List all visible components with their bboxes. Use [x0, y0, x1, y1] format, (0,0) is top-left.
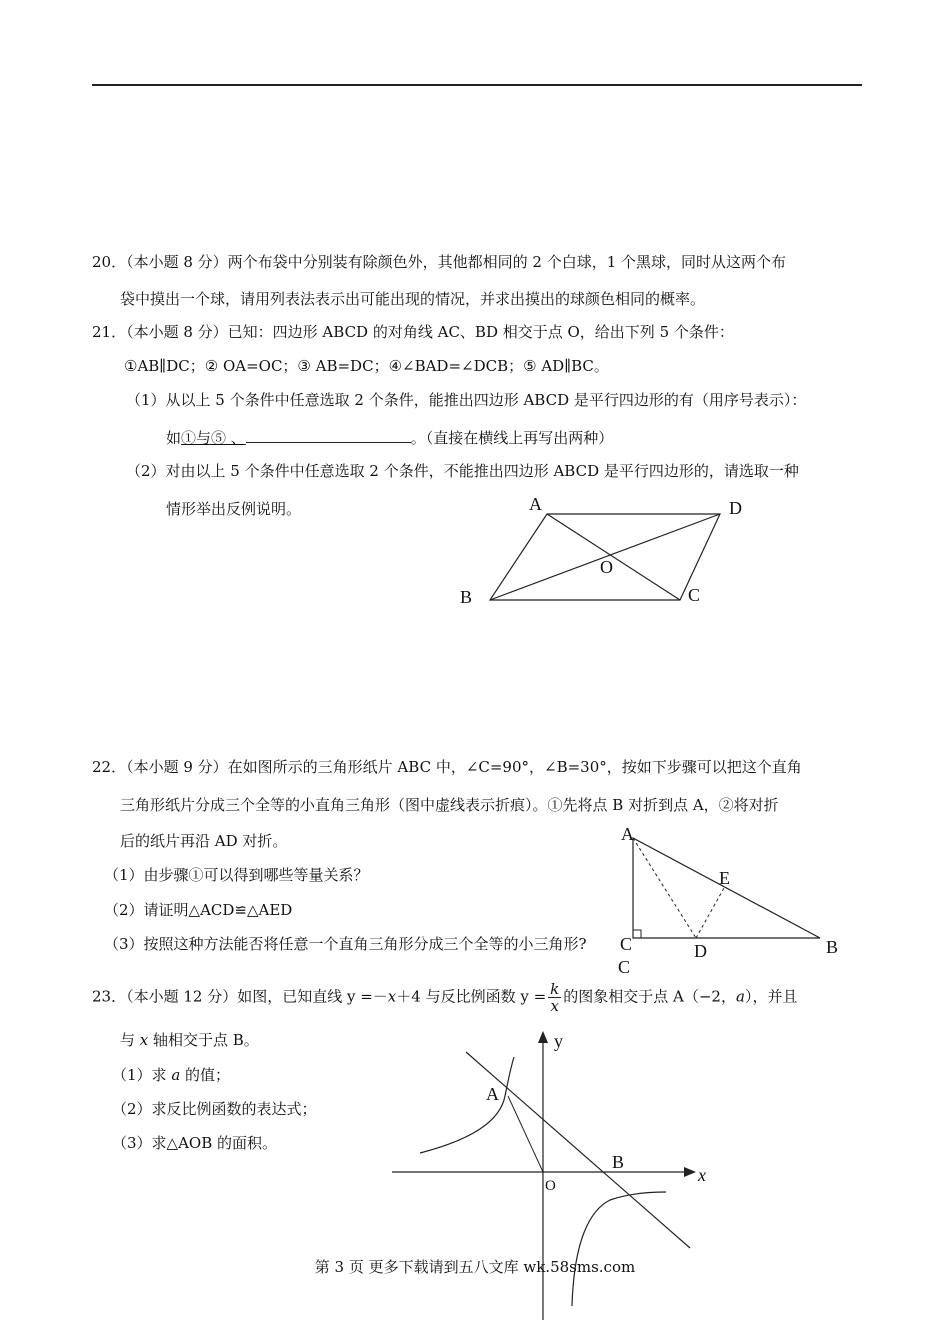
fraction-k-over-x	[548, 981, 561, 1014]
q21-part1-suffix: 。（直接在横线上再写出两种）	[410, 429, 614, 447]
y-axis-arrow	[538, 1031, 548, 1043]
q23-part1	[112, 1065, 230, 1085]
q23-part1-a: a	[171, 1066, 181, 1084]
q20-line2: 袋中摸出一个球，请用列表法表示出可能出现的情况，并求出摸出的球颜色相同的概率。	[120, 290, 706, 308]
line-graph	[466, 1052, 690, 1248]
triangle-figure	[618, 824, 838, 977]
q23-line2-x: x	[139, 1031, 149, 1049]
label-c: C	[688, 585, 701, 605]
q21-conditions: ①AB∥DC；② OA=OC；③ AB=DC；④∠BAD=∠DCB；⑤ AD∥BC。	[124, 357, 609, 375]
q22-part2: （2）请证明△ACD≌△AED	[104, 901, 293, 919]
label-b: B	[612, 1152, 625, 1172]
triangle-outline	[633, 838, 820, 938]
label-x: x	[698, 1165, 706, 1185]
fold-de	[696, 888, 724, 938]
q22-line3: 后的纸片再沿 AD 对折。	[120, 832, 288, 850]
diagonal-ac	[547, 514, 680, 600]
label-d: D	[729, 498, 742, 518]
label-a: A	[621, 824, 634, 844]
label-o: O	[545, 1178, 556, 1194]
q23-part2: （2）求反比例函数的表达式；	[112, 1100, 317, 1118]
q23-part1-post: 的值；	[180, 1066, 231, 1084]
q23-prefix: 23．（本小题 12 分）如图，已知直线 y =－	[92, 987, 388, 1006]
fraction-numerator: k	[550, 980, 560, 998]
label-d: D	[694, 941, 707, 961]
label-o: O	[600, 557, 613, 577]
q21-part1-example: ①与⑤ 、	[181, 429, 246, 447]
fraction-denominator: x	[550, 997, 559, 1015]
q23-after-frac: 的图象相交于点 A（−2，	[563, 987, 736, 1006]
q21-part2-line1: （2）对由以上 5 个条件中任意选取 2 个条件，不能推出四边形 ABCD 是平行四边形的，请选取一种	[126, 462, 799, 480]
q23-a: a	[735, 987, 745, 1006]
q21-line1: 21．（本小题 8 分）已知：四边形 ABCD 的对角线 AC、BD 相交于点 O，给出下列 5 个条件：	[92, 323, 734, 341]
q20-line1: 20．（本小题 8 分）两个布袋中分别装有除颜色外，其他都相同的 2 个白球，1 个黑球，同时从这两个布	[92, 253, 787, 271]
right-angle-mark	[633, 930, 641, 938]
q23-mid: ＋4 与反比例函数 y =	[396, 987, 547, 1006]
page-footer: 第 3 页 更多下载请到五八文库 wk.58sms.com	[314, 1258, 636, 1276]
label-a: A	[486, 1084, 499, 1104]
q21-part1-prefix: 如	[166, 429, 182, 447]
parallelogram-figure	[460, 494, 742, 607]
label-c: C	[620, 934, 633, 954]
q23-line2-pre: 与	[120, 1031, 140, 1049]
hyperbola-branch-right	[572, 1192, 666, 1306]
hyperbola-branch-left	[420, 1057, 514, 1153]
label-c-below: C	[618, 957, 631, 977]
q21-part2-line2: 情形举出反例说明。	[166, 500, 302, 518]
label-e: E	[719, 868, 730, 888]
label-a: A	[529, 494, 542, 514]
q22-part3: （3）按照这种方法能否将任意一个直角三角形分成三个全等的小三角形?	[104, 935, 587, 953]
q22-line2: 三角形纸片分成三个全等的小直角三角形（图中虚线表示折痕）。①先将点 B 对折到点 A，②将对折	[120, 796, 779, 814]
q22-part1: （1）由步骤①可以得到哪些等量关系？	[104, 866, 369, 884]
label-b: B	[826, 937, 839, 957]
x-axis-arrow	[684, 1167, 696, 1177]
q23-part1-pre: （1）求	[112, 1066, 172, 1084]
q23-line1	[92, 981, 797, 1014]
q22-line1: 22．（本小题 9 分）在如图所示的三角形纸片 ABC 中，∠C=90°，∠B=30°，按如下步骤可以把这个直角	[92, 758, 802, 776]
label-y: y	[554, 1031, 563, 1051]
q21-part1-line1: （1）从以上 5 个条件中任意选取 2 个条件，能推出四边形 ABCD 是平行四边形的有（用序号表示）：	[126, 391, 807, 409]
fold-ad	[633, 838, 696, 938]
q23-end: ），并且	[744, 987, 798, 1006]
segment-ao	[508, 1096, 543, 1172]
label-b: B	[460, 587, 473, 607]
q23-part3: （3）求△AOB 的面积。	[112, 1134, 278, 1152]
q23-x: x	[387, 987, 397, 1006]
q23-line2	[120, 1030, 259, 1050]
q23-line2-post: 轴相交于点 B。	[148, 1031, 259, 1049]
